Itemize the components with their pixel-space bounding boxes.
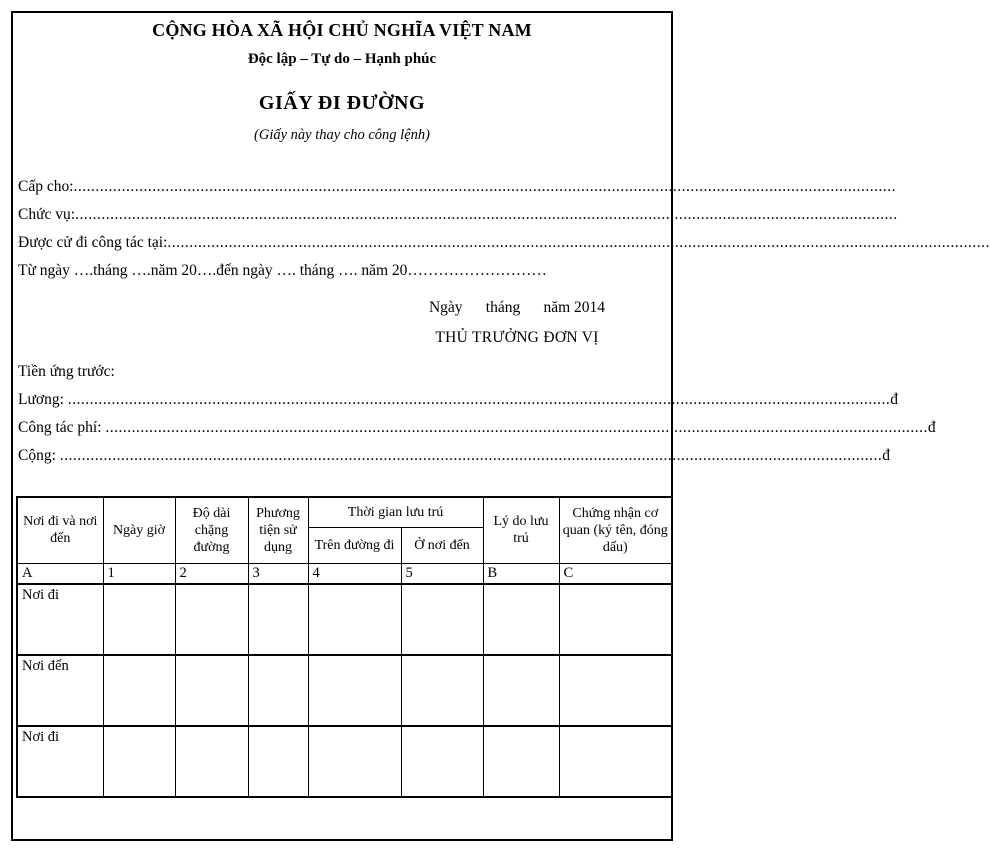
header-certification: Chứng nhận cơ quan (ký tên, đóng dấu) bbox=[559, 497, 672, 563]
field-position bbox=[18, 201, 898, 229]
national-title: CỘNG HÒA XÃ HỘI CHỦ NGHĨA VIỆT NAM bbox=[152, 20, 532, 40]
advance-money-section bbox=[18, 358, 936, 470]
empty-cell bbox=[248, 726, 308, 797]
empty-cell bbox=[103, 726, 175, 797]
empty-cell bbox=[308, 726, 401, 797]
empty-cell bbox=[559, 726, 672, 797]
signature-block bbox=[387, 297, 647, 348]
itinerary-table bbox=[16, 496, 673, 798]
document-header bbox=[13, 19, 671, 144]
field-assignment bbox=[18, 229, 990, 257]
total-unit: đ bbox=[882, 447, 891, 464]
row-label-departure: Nơi đi bbox=[17, 584, 103, 655]
signature-date-line: Ngày tháng năm 2014 bbox=[428, 299, 606, 316]
empty-cell bbox=[483, 726, 559, 797]
empty-cell bbox=[401, 655, 483, 726]
form-title: GIẤY ĐI ĐƯỜNG bbox=[258, 92, 426, 114]
row-label-departure: Nơi đi bbox=[17, 726, 103, 797]
table-header-row-1 bbox=[17, 497, 672, 527]
form-fields bbox=[18, 173, 990, 285]
code-cell-1: 1 bbox=[103, 563, 175, 584]
perdiem-blank-line: ............................................................................................................................................................................................ bbox=[105, 419, 928, 436]
national-motto: Độc lập – Tự do – Hạnh phúc bbox=[247, 51, 437, 67]
header-on-the-way: Trên đường đi bbox=[308, 527, 401, 563]
date-range-line: Từ ngày ….tháng ….năm 20….đến ngày …. tháng …. năm 20……………………… bbox=[18, 262, 547, 279]
empty-cell bbox=[308, 655, 401, 726]
issued-to-blank-line: ............................................................................................................................................................................................ bbox=[73, 178, 897, 195]
empty-cell bbox=[175, 655, 248, 726]
empty-cell bbox=[401, 584, 483, 655]
header-stay-duration: Thời gian lưu trú bbox=[308, 497, 483, 527]
empty-cell bbox=[103, 584, 175, 655]
salary-unit: đ bbox=[890, 391, 898, 408]
column-code-row bbox=[17, 563, 672, 584]
advance-heading: Tiền ứng trước: bbox=[18, 363, 115, 380]
total-blank-line: ............................................................................................................................................................................................ bbox=[59, 447, 883, 464]
issued-to-label: Cấp cho: bbox=[18, 178, 74, 195]
empty-cell bbox=[248, 655, 308, 726]
code-cell-a: A bbox=[17, 563, 103, 584]
empty-cell bbox=[248, 584, 308, 655]
total-label: Cộng: bbox=[18, 447, 60, 464]
salary-label: Lương: bbox=[18, 391, 68, 408]
table-row-departure-1 bbox=[17, 584, 672, 655]
page-border-frame bbox=[11, 11, 990, 841]
salary-blank-line: ............................................................................................................................................................................................ bbox=[67, 391, 891, 408]
empty-cell bbox=[401, 726, 483, 797]
advance-total-line bbox=[18, 442, 891, 470]
code-cell-3: 3 bbox=[248, 563, 308, 584]
row-label-arrival: Nơi đến bbox=[17, 655, 103, 726]
header-route: Nơi đi và nơi đến bbox=[17, 497, 103, 563]
table-row-departure-2 bbox=[17, 726, 672, 797]
code-cell-b: B bbox=[483, 563, 559, 584]
empty-cell bbox=[308, 584, 401, 655]
header-stay-reason: Lý do lưu trú bbox=[483, 497, 559, 563]
header-at-destination: Ở nơi đến bbox=[401, 527, 483, 563]
form-subtitle: (Giấy này thay cho công lệnh) bbox=[254, 127, 430, 143]
signer-title: THỦ TRƯỞNG ĐƠN VỊ bbox=[435, 329, 599, 346]
position-label: Chức vụ: bbox=[18, 206, 76, 223]
empty-cell bbox=[483, 584, 559, 655]
header-datetime: Ngày giờ bbox=[103, 497, 175, 563]
code-cell-c: C bbox=[559, 563, 672, 584]
advance-salary-line bbox=[18, 386, 898, 414]
assignment-blank-line: ............................................................................................................................................................................................ bbox=[167, 234, 990, 251]
empty-cell bbox=[175, 584, 248, 655]
code-cell-5: 5 bbox=[401, 563, 483, 584]
assignment-label: Được cử đi công tác tại: bbox=[18, 234, 168, 251]
empty-cell bbox=[103, 655, 175, 726]
field-issued-to bbox=[18, 173, 897, 201]
empty-cell bbox=[559, 584, 672, 655]
empty-cell bbox=[483, 655, 559, 726]
perdiem-label: Công tác phí: bbox=[18, 419, 106, 436]
header-vehicle: Phương tiện sử dụng bbox=[248, 497, 308, 563]
empty-cell bbox=[559, 655, 672, 726]
code-cell-2: 2 bbox=[175, 563, 248, 584]
code-cell-4: 4 bbox=[308, 563, 401, 584]
empty-cell bbox=[175, 726, 248, 797]
table-row-arrival bbox=[17, 655, 672, 726]
perdiem-unit: đ bbox=[927, 419, 936, 436]
position-blank-line: ............................................................................................................................................................................................ bbox=[75, 206, 898, 223]
header-distance: Độ dài chặng đường bbox=[175, 497, 248, 563]
advance-perdiem-line bbox=[18, 414, 936, 442]
